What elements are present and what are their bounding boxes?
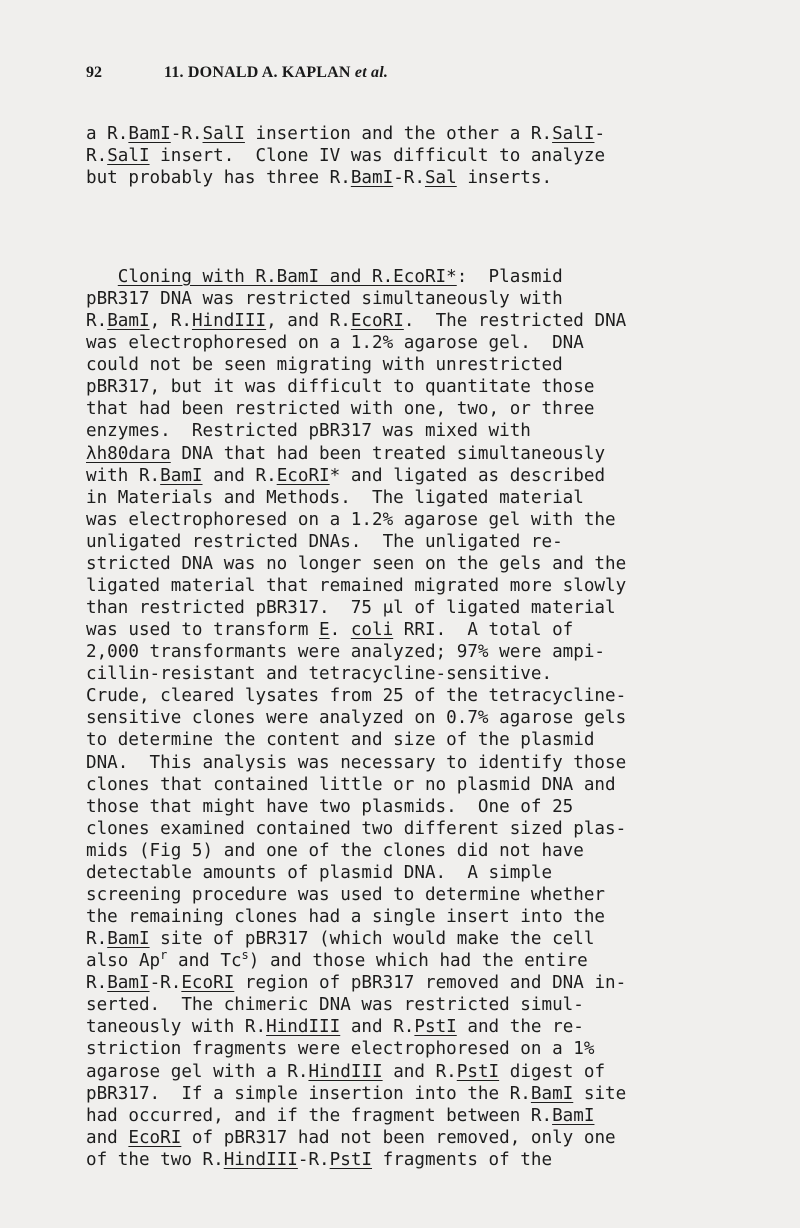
text-line — [86, 465, 605, 487]
underlined-term: EcoRI — [181, 973, 235, 994]
text-line — [86, 663, 552, 685]
text-run: was electrophoresed on a 1.2% agarose gel with the — [86, 509, 616, 530]
underlined-term: EcoRI — [350, 311, 404, 332]
text-run: ligated material that remained migrated more slowly — [86, 575, 627, 596]
text-run: and R. — [340, 1017, 415, 1038]
text-line — [86, 818, 626, 840]
text-line — [86, 906, 605, 928]
text-run: and the re- — [456, 1017, 584, 1038]
text-run: clones examined contained two different sized plas- — [86, 818, 627, 839]
text-run: the remaining clones had a single insert into the — [86, 907, 606, 928]
text-run: pBR317. If a simple insertion into the R. — [86, 1083, 531, 1104]
text-line — [86, 928, 594, 950]
text-line — [86, 398, 594, 420]
underlined-term: SalI — [552, 124, 595, 144]
text-line — [86, 1149, 552, 1171]
text-run: : Plasmid — [456, 267, 563, 287]
superscript: r — [160, 948, 168, 963]
underlined-term: BamI — [160, 465, 203, 486]
text-line — [86, 796, 573, 818]
text-run: agarose gel with a R. — [86, 1061, 309, 1082]
text-line — [86, 376, 594, 398]
text-line — [86, 487, 584, 509]
text-run: , R. — [149, 311, 192, 332]
text-run: 2,000 transformants were analyzed; 97% were ampi- — [86, 642, 606, 663]
underlined-term: PstI — [456, 1061, 500, 1082]
text-run: R. — [86, 973, 108, 994]
text-run: -R. — [393, 168, 425, 189]
text-run: and R. — [382, 1061, 457, 1082]
text-line — [86, 531, 563, 553]
text-line — [86, 310, 626, 332]
text-line — [86, 575, 626, 597]
text-run: R. — [86, 929, 108, 950]
text-line — [86, 1038, 594, 1060]
text-run: had occurred, and if the fragment between R. — [86, 1105, 553, 1126]
text-line — [86, 332, 584, 354]
underlined-term: BamI — [107, 973, 150, 994]
underlined-term: BamI — [530, 1083, 574, 1104]
underlined-term: Sal — [424, 168, 457, 189]
text-run: mids (Fig 5) and one of the clones did not have — [86, 840, 584, 861]
text-run: pBR317, but it was difficult to quantitate those — [86, 377, 595, 398]
text-run: * and ligated as described — [329, 465, 606, 486]
text-run: digest of — [499, 1061, 606, 1082]
text-run: site — [573, 1083, 627, 1104]
text-line — [86, 950, 588, 972]
text-run: could not be seen migrating with unrestricted — [86, 355, 563, 376]
text-run: -R. — [149, 973, 182, 994]
text-line — [86, 1061, 605, 1083]
text-run: detectable amounts of plasmid DNA. A simple — [86, 862, 553, 883]
underlined-term: PstI — [329, 1149, 373, 1170]
text-line — [86, 707, 626, 729]
text-line — [86, 288, 563, 310]
text-run: in Materials and Methods. The ligated material — [86, 487, 584, 508]
text-line — [86, 729, 594, 751]
text-run: region of pBR317 removed and DNA in- — [234, 973, 627, 994]
text-line — [86, 167, 552, 189]
text-run: was electrophoresed on a 1.2% agarose gel. DNA — [86, 333, 584, 354]
text-run: DNA. This analysis was necessary to identify those — [86, 752, 627, 773]
text-line — [86, 597, 616, 619]
text-line — [86, 752, 626, 774]
text-line — [86, 509, 616, 531]
text-run: insert. Clone IV was difficult to analyze — [149, 146, 606, 167]
text-run: screening procedure was used to determine whether — [86, 884, 606, 905]
text-line — [86, 443, 605, 465]
superscript: s — [241, 948, 249, 963]
text-run: striction fragments were electrophoresed on a 1% — [86, 1039, 595, 1060]
underlined-term: BamI — [128, 124, 171, 144]
text-run: - — [594, 124, 606, 144]
text-run: serted. The chimeric DNA was restricted simul- — [86, 995, 584, 1016]
underlined-term: HindIII — [266, 1017, 341, 1038]
text-line — [86, 1105, 594, 1127]
text-run: R. — [86, 146, 108, 167]
text-run: unligated restricted DNAs. The unligated re- — [86, 531, 563, 552]
text-line — [86, 123, 605, 145]
text-run: DNA that had been treated simultaneously — [170, 443, 606, 464]
text-line — [86, 862, 552, 884]
text-run: insertion and the other a R. — [244, 124, 553, 144]
text-run: . — [329, 620, 351, 641]
underlined-term: Cloning with R.BamI and R.EcoRI* — [117, 267, 457, 287]
text-line — [86, 641, 605, 663]
text-line — [86, 354, 563, 376]
text-run: inserts. — [456, 168, 553, 189]
running-header — [86, 64, 388, 82]
text-run: enzymes. Restricted pBR317 was mixed with — [86, 421, 531, 442]
text-run: than restricted pBR317. 75 μl of ligated material — [86, 598, 616, 619]
text-line — [86, 420, 531, 442]
text-run: fragments of the — [372, 1149, 553, 1170]
underlined-term: HindIII — [223, 1149, 298, 1170]
text-run: -R. — [297, 1149, 330, 1170]
text-run: R. — [86, 311, 108, 332]
text-run — [86, 267, 118, 287]
running-head-text: 11. DONALD A. KAPLAN — [164, 64, 351, 81]
text-line — [86, 994, 584, 1016]
running-head-etal: et al. — [354, 64, 389, 81]
underlined-term: EcoRI — [276, 465, 330, 486]
text-run: was used to transform — [86, 620, 320, 641]
text-run: site of pBR317 (which would make the cell — [149, 929, 595, 950]
text-run: with R. — [86, 465, 161, 486]
text-line — [86, 840, 584, 862]
text-run: -R. — [170, 124, 203, 144]
text-run: RRI. A total of — [393, 620, 574, 641]
text-run: also Ap — [86, 951, 161, 972]
text-run: pBR317 DNA was restricted simultaneously with — [86, 289, 563, 310]
underlined-term: coli — [350, 620, 394, 641]
text-run: clones that contained little or no plasmid DNA and — [86, 774, 616, 795]
text-line — [86, 1083, 626, 1105]
underlined-term: HindIII — [308, 1061, 383, 1082]
text-run: stricted DNA was no longer seen on the gels and the — [86, 553, 627, 574]
text-run: and Tc — [167, 951, 242, 972]
text-run: of the two R. — [86, 1149, 224, 1170]
underlined-term: BamI — [107, 311, 150, 332]
text-run: cillin-resistant and tetracycline-sensitive. — [86, 664, 553, 685]
text-run: those that might have two plasmids. One of 25 — [86, 796, 574, 817]
underlined-term: E — [319, 620, 330, 641]
text-run: taneously with R. — [86, 1017, 267, 1038]
underlined-term: SalI — [107, 146, 150, 167]
underlined-term: BamI — [552, 1105, 595, 1126]
text-run: Crude, cleared lysates from 25 of the tetracycline- — [86, 686, 627, 707]
underlined-term: EcoRI — [128, 1127, 182, 1148]
underlined-term: PstI — [414, 1017, 457, 1038]
text-line — [86, 266, 563, 288]
text-line — [86, 1016, 584, 1038]
text-run: ) and those which had the entire — [248, 951, 588, 972]
text-line — [86, 972, 626, 994]
underlined-term: BamI — [350, 168, 394, 189]
underlined-term: HindIII — [191, 311, 267, 332]
text-run: sensitive clones were analyzed on 0.7% agarose gels — [86, 708, 627, 729]
text-line — [86, 553, 626, 575]
text-run: . The restricted DNA — [403, 311, 627, 332]
text-line — [86, 685, 626, 707]
text-run: of pBR317 had not been removed, only one — [181, 1127, 616, 1148]
running-head — [164, 64, 388, 81]
underlined-term: SalI — [202, 124, 245, 144]
text-line — [86, 1127, 616, 1149]
text-line — [86, 145, 605, 167]
text-run: and — [86, 1127, 129, 1148]
text-run: to determine the content and size of the plasmid — [86, 730, 595, 751]
text-run: that had been restricted with one, two, or three — [86, 399, 595, 420]
page-number: 92 — [86, 64, 102, 81]
underlined-term: λh80dara — [86, 443, 171, 464]
text-run: a R. — [86, 124, 129, 144]
text-line — [86, 884, 605, 906]
text-run: , and R. — [266, 311, 351, 332]
text-run: and R. — [202, 465, 277, 486]
text-run: but probably has three R. — [86, 168, 351, 189]
text-line — [86, 619, 573, 641]
underlined-term: BamI — [107, 929, 150, 950]
text-line — [86, 774, 616, 796]
